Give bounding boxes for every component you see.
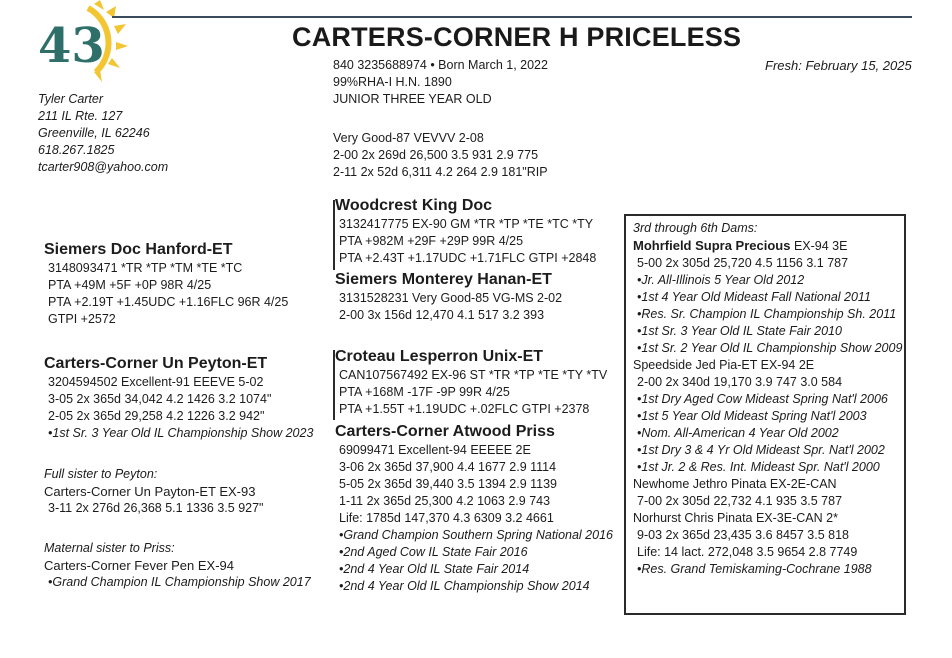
- dam-dam-line: 3-06 2x 365d 37,900 4.4 1677 2.9 1114: [339, 460, 557, 474]
- maternal-sister-name: Carters-Corner Fever Pen EX-94: [44, 558, 235, 573]
- sire-line: PTA +2.19T +1.45UDC +1.16FLC 96R 4/25: [48, 295, 289, 309]
- dam-sire-block: [335, 347, 607, 418]
- dam-line: 2-05 2x 365d 29,258 4.2 1226 3.2 942": [48, 409, 265, 423]
- dam-dam-line: 1-11 2x 365d 25,300 4.2 1063 2.9 743: [339, 494, 551, 508]
- dam-sire-line: PTA +1.55T +1.19UDC +.02FLC GTPI +2378: [339, 402, 590, 416]
- maternal-sister-label: Maternal sister to Priss:: [44, 541, 175, 555]
- dam3-award: •1st 4 Year Old Mideast Fall National 2011: [637, 290, 871, 304]
- dam6-award: •Res. Grand Temiskaming-Cochrane 1988: [637, 562, 872, 576]
- dam-dam-line: Life: 1785d 147,370 4.3 6309 3.2 4661: [339, 511, 554, 525]
- full-sister-block: [44, 466, 264, 517]
- animal-record-1: 2-00 2x 269d 26,500 3.5 931 2.9 775: [333, 148, 539, 162]
- sire-name: Siemers Doc Hanford-ET: [44, 241, 233, 258]
- dam4-name: Speedside Jed Pia-ET EX-94 2E: [633, 358, 815, 372]
- dam3-award: •Jr. All-Illinois 5 Year Old 2012: [637, 273, 805, 287]
- sire-sire-name: Woodcrest King Doc: [335, 197, 493, 214]
- dams-box-label: 3rd through 6th Dams:: [633, 221, 758, 235]
- dam5-record: 7-00 2x 305d 22,732 4.1 935 3.5 787: [637, 494, 843, 508]
- animal-reg: 840 3235688974 • Born March 1, 2022: [333, 58, 548, 72]
- animal-class: JUNIOR THREE YEAR OLD: [333, 92, 492, 106]
- sire-dam-line: 3131528231 Very Good-85 VG-MS 2-02: [339, 291, 563, 305]
- dam4-award: •1st 5 Year Old Mideast Spring Nat'l 2003: [637, 409, 867, 423]
- consignor-email: tcarter908@yahoo.com: [38, 160, 169, 174]
- dams-box-content: [633, 220, 902, 578]
- dam3-score: EX-94 3E: [793, 239, 848, 253]
- maternal-sister-award: •Grand Champion IL Championship Show 2017: [48, 575, 311, 589]
- animal-classification: Very Good-87 VEVVV 2-08: [333, 131, 484, 145]
- sire-block: [44, 240, 288, 328]
- lot-number: 43: [38, 18, 105, 74]
- dam4-record: 2-00 2x 340d 19,170 3.9 747 3.0 584: [637, 375, 843, 389]
- consignor-address2: Greenville, IL 62246: [38, 126, 150, 140]
- pedigree-bracket: [333, 200, 335, 270]
- dam4-award: •1st Dry 3 & 4 Yr Old Mideast Spr. Nat'l 2002: [637, 443, 885, 457]
- sire-sire-line: PTA +982M +29F +29P 99R 4/25: [339, 234, 524, 248]
- fresh-date: Fresh: February 15, 2025: [765, 58, 912, 73]
- dam3-record: 5-00 2x 305d 25,720 4.5 1156 3.1 787: [637, 256, 849, 270]
- dam-line: 3204594502 Excellent-91 EEEVE 5-02: [48, 375, 264, 389]
- sire-dam-block: [335, 270, 562, 324]
- dam-dam-award: •Grand Champion Southern Spring National 2016: [339, 528, 613, 542]
- full-sister-record: 3-11 2x 276d 26,368 5.1 1336 3.5 927": [48, 501, 264, 515]
- dam3-name: Mohrfield Supra Precious: [633, 238, 791, 253]
- dam-dam-award: •2nd 4 Year Old IL State Fair 2014: [339, 562, 530, 576]
- dam-sire-name: Croteau Lesperron Unix-ET: [335, 348, 544, 365]
- full-sister-label: Full sister to Peyton:: [44, 467, 158, 481]
- dam3-award: •Res. Sr. Champion IL Championship Sh. 2011: [637, 307, 897, 321]
- animal-records: [333, 130, 548, 181]
- dam-line: 3-05 2x 365d 34,042 4.2 1426 3.2 1074": [48, 392, 272, 406]
- consignor-name: Tyler Carter: [38, 92, 104, 106]
- dam-dam-name: Carters-Corner Atwood Priss: [335, 423, 555, 440]
- consignor-phone: 618.267.1825: [38, 143, 115, 157]
- sire-sire-line: PTA +2.43T +1.17UDC +1.71FLC GTPI +2848: [339, 251, 597, 265]
- dam-sire-line: PTA +168M -17F -9P 99R 4/25: [339, 385, 510, 399]
- dam6-name: Norhurst Chris Pinata EX-3E-CAN 2*: [633, 511, 838, 525]
- sire-line: GTPI +2572: [48, 312, 116, 326]
- dam-dam-line: 69099471 Excellent-94 EEEEE 2E: [339, 443, 531, 457]
- sire-dam-line: 2-00 3x 156d 12,470 4.1 517 3.2 393: [339, 308, 545, 322]
- dam4-award: •1st Jr. 2 & Res. Int. Mideast Spr. Nat'l 2000: [637, 460, 880, 474]
- dam-award: •1st Sr. 3 Year Old IL Championship Show 2023: [48, 426, 314, 440]
- dam6-life: Life: 14 lact. 272,048 3.5 9654 2.8 7749: [637, 545, 858, 559]
- top-rule: [112, 16, 912, 18]
- sire-line: 3148093471 *TR *TP *TM *TE *TC: [48, 261, 243, 275]
- dam-dam-award: •2nd 4 Year Old IL Championship Show 2014: [339, 579, 590, 593]
- consignor-address1: 211 IL Rte. 127: [38, 109, 123, 123]
- consignor-block: [38, 91, 168, 176]
- sire-sire-line: 3132417775 EX-90 GM *TR *TP *TE *TC *TY: [339, 217, 594, 231]
- dam6-record: 9-03 2x 365d 23,435 3.6 8457 3.5 818: [637, 528, 849, 542]
- dam3-award: •1st Sr. 2 Year Old IL Championship Show 2009: [637, 341, 903, 355]
- pedigree-bracket: [333, 350, 335, 420]
- animal-record-2: 2-11 2x 52d 6,311 4.2 264 2.9 181"RIP: [333, 165, 548, 179]
- dam-block: [44, 354, 313, 442]
- dam5-name: Newhome Jethro Pinata EX-2E-CAN: [633, 477, 837, 491]
- page-title: CARTERS-CORNER H PRICELESS: [292, 22, 742, 52]
- dam-dam-line: 5-05 2x 365d 39,440 3.5 1394 2.9 1139: [339, 477, 558, 491]
- dam3-award: •1st Sr. 3 Year Old IL State Fair 2010: [637, 324, 842, 338]
- sire-dam-name: Siemers Monterey Hanan-ET: [335, 271, 552, 288]
- dam4-award: •Nom. All-American 4 Year Old 2002: [637, 426, 839, 440]
- animal-rha: 99%RHA-I H.N. 1890: [333, 75, 452, 89]
- sire-sire-block: [335, 196, 596, 267]
- full-sister-name: Carters-Corner Un Payton-ET EX-93: [44, 484, 256, 499]
- dam-dam-block: [335, 422, 613, 595]
- dam3-heading: [633, 237, 902, 255]
- sire-line: PTA +49M +5F +0P 98R 4/25: [48, 278, 212, 292]
- dam-sire-line: CAN107567492 EX-96 ST *TR *TP *TE *TY *TV: [339, 368, 608, 382]
- dam-name: Carters-Corner Un Peyton-ET: [44, 355, 268, 372]
- animal-block: [333, 57, 548, 108]
- dam4-award: •1st Dry Aged Cow Mideast Spring Nat'l 2006: [637, 392, 888, 406]
- maternal-sister-block: [44, 540, 311, 591]
- dam-dam-award: •2nd Aged Cow IL State Fair 2016: [339, 545, 528, 559]
